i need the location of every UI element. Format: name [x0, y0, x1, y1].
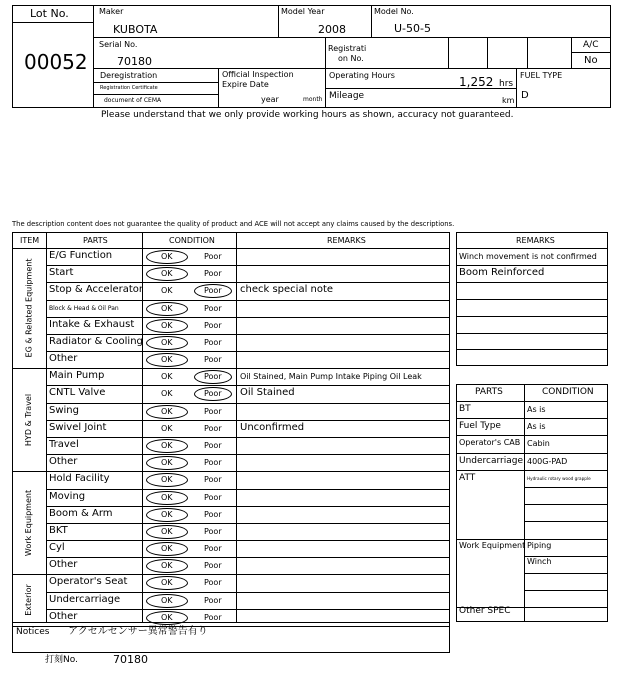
ok-option[interactable]: OK — [161, 269, 173, 279]
condition-col-header: CONDITION — [542, 387, 594, 397]
selected-condition-circle — [194, 370, 232, 384]
mileage-label: Mileage — [329, 91, 365, 101]
ok-option[interactable]: OK — [161, 406, 173, 416]
selected-condition-circle — [146, 456, 188, 470]
ok-option[interactable]: OK — [161, 561, 173, 571]
poor-option[interactable]: Poor — [204, 458, 222, 468]
ok-option[interactable]: OK — [161, 544, 173, 554]
selected-condition-circle — [194, 387, 232, 401]
ac-label: A/C — [583, 40, 599, 50]
part-name: Swing — [49, 404, 79, 416]
part-name: CNTL Valve — [49, 387, 106, 399]
ok-option[interactable]: OK — [161, 423, 173, 433]
fuel-type-value: D — [521, 90, 529, 101]
poor-option[interactable]: Poor — [204, 509, 222, 519]
table-row — [12, 437, 450, 454]
lot-label: Lot No. — [30, 7, 69, 20]
part-name: Cyl — [49, 542, 65, 554]
stamp-label: 打刻No. — [45, 655, 78, 665]
part-name: Intake & Exhaust — [49, 318, 135, 330]
ok-option[interactable]: OK — [161, 320, 173, 330]
stamp-value: 70180 — [113, 653, 148, 666]
col-condition-header: CONDITION — [169, 236, 215, 245]
ok-option[interactable]: OK — [161, 509, 173, 519]
remark-text: check special note — [240, 284, 334, 296]
poor-option[interactable]: Poor — [204, 595, 222, 605]
part-name: Other — [49, 353, 78, 365]
notices-value: アクセルセンサー異常警告有り — [68, 626, 208, 637]
table-row — [12, 385, 450, 402]
table-row — [12, 592, 450, 609]
part-name: Hold Facility — [49, 473, 110, 485]
table-row — [12, 317, 450, 334]
inspection-label-2: Expire Date — [222, 80, 269, 89]
selected-condition-circle — [146, 559, 188, 573]
part-name: Other — [49, 456, 78, 468]
poor-option[interactable]: Poor — [204, 406, 222, 416]
col-remarks-header: REMARKS — [327, 236, 366, 245]
poor-option[interactable]: Poor — [204, 561, 222, 571]
table-row — [12, 454, 450, 471]
part-name: Moving — [49, 490, 86, 502]
remarks-header: REMARKS — [516, 236, 555, 245]
panel-condition-value: Cabin — [527, 439, 550, 449]
panel-condition-value: As is — [527, 405, 546, 414]
panel-part-name: Operator's CAB — [459, 438, 521, 448]
selected-condition-circle — [146, 473, 188, 487]
selected-condition-circle — [146, 405, 188, 419]
table-row — [12, 300, 450, 317]
maker-value: KUBOTA — [113, 23, 158, 36]
table-row — [12, 471, 450, 488]
part-name: Stop & Accelerator — [49, 284, 144, 296]
selected-condition-circle — [146, 336, 188, 350]
deregistration-label: Deregistration — [100, 71, 158, 80]
hrs-unit: hrs — [499, 79, 514, 89]
serial-value: 70180 — [117, 55, 152, 68]
model-year-value: 2008 — [318, 23, 346, 36]
ok-option[interactable]: OK — [161, 286, 173, 296]
poor-option[interactable]: Poor — [204, 269, 222, 279]
poor-option[interactable]: Poor — [204, 286, 222, 296]
month-label: month — [303, 96, 323, 103]
table-row — [12, 403, 450, 420]
table-row — [12, 489, 450, 506]
remark-line: Boom Reinforced — [459, 266, 545, 278]
ok-option[interactable]: OK — [161, 389, 173, 399]
poor-option[interactable]: Poor — [204, 372, 222, 382]
ok-option[interactable]: OK — [161, 458, 173, 468]
poor-option[interactable]: Poor — [204, 440, 222, 450]
poor-option[interactable]: Poor — [204, 544, 222, 554]
ok-option[interactable]: OK — [161, 440, 173, 450]
work-equipment-label: Work Equipment — [459, 541, 526, 550]
part-name: Main Pump — [49, 370, 105, 382]
remark-text: Oil Stained, Main Pump Intake Piping Oil Leak — [240, 372, 422, 382]
remark-text: Oil Stained — [240, 387, 295, 399]
ok-option[interactable]: OK — [161, 595, 173, 605]
part-name: Start — [49, 267, 74, 279]
poor-option[interactable]: Poor — [204, 492, 222, 502]
table-row — [12, 523, 450, 540]
table-row — [12, 351, 450, 368]
parts-frame — [456, 384, 608, 622]
selected-condition-circle — [146, 594, 188, 608]
poor-option[interactable]: Poor — [204, 355, 222, 365]
km-unit: km — [502, 96, 515, 105]
cema-label: document of CEMA — [104, 97, 162, 104]
table-row — [12, 334, 450, 351]
part-name: Operator's Seat — [49, 576, 128, 588]
ok-option[interactable]: OK — [161, 372, 173, 382]
work-equipment-value-2: Winch — [527, 557, 552, 566]
panel-part-name: ATT — [459, 472, 476, 483]
ok-option[interactable]: OK — [161, 578, 173, 588]
poor-option[interactable]: Poor — [204, 612, 222, 622]
table-row — [12, 368, 450, 385]
poor-option[interactable]: Poor — [204, 475, 222, 485]
group-label: Exterior — [23, 584, 33, 616]
selected-condition-circle — [146, 302, 188, 316]
table-row — [12, 609, 450, 626]
ac-value: No — [584, 55, 598, 66]
part-name: Boom & Arm — [49, 507, 113, 519]
poor-option[interactable]: Poor — [204, 578, 222, 588]
model-no-label: Model No. — [374, 7, 414, 16]
table-row — [12, 248, 450, 265]
selected-condition-circle — [146, 267, 188, 281]
selected-condition-circle — [146, 319, 188, 333]
registration-label: Registrati — [328, 44, 367, 53]
selected-condition-circle — [194, 284, 232, 298]
col-item-header: ITEM — [20, 236, 40, 245]
poor-option[interactable]: Poor — [204, 337, 222, 347]
selected-condition-circle — [146, 439, 188, 453]
registration-label-2: on No. — [338, 54, 364, 63]
part-name: Swivel Joint — [49, 421, 107, 433]
fuel-type-label: FUEL TYPE — [520, 71, 563, 80]
remark-line: Winch movement is not confirmed — [459, 252, 597, 261]
reg-cert-label: Registration Certificate — [100, 85, 158, 91]
group-label: HYD & Travel — [24, 393, 34, 446]
poor-option[interactable]: Poor — [204, 526, 222, 536]
panel-condition-value: As is — [527, 422, 546, 432]
table-row — [12, 557, 450, 574]
model-no-value: U-50-5 — [394, 22, 431, 35]
ok-option[interactable]: OK — [161, 612, 173, 622]
table-row — [12, 282, 450, 299]
inspection-label: Official Inspection — [222, 70, 294, 79]
ok-option[interactable]: OK — [161, 303, 173, 313]
remark-text: Unconfirmed — [240, 421, 305, 433]
table-row — [12, 540, 450, 557]
part-name: BKT — [49, 524, 68, 536]
poor-option[interactable]: Poor — [204, 389, 222, 399]
serial-label: Serial No. — [99, 40, 138, 49]
selected-condition-circle — [146, 525, 188, 539]
ok-option[interactable]: OK — [161, 337, 173, 347]
table-row — [12, 506, 450, 523]
part-name: Other — [49, 559, 78, 571]
year-label: year — [261, 95, 279, 104]
part-name: Radiator & Cooling — [49, 335, 143, 347]
panel-part-name: BT — [459, 404, 471, 414]
panel-part-name: Fuel Type — [459, 421, 501, 432]
table-row — [12, 574, 450, 591]
disclaimer: The description content does not guarantee the quality of product and ACE will not accept any claims caused by the descriptions. — [12, 220, 455, 228]
notices-label: Notices — [16, 627, 50, 637]
selected-condition-circle — [146, 491, 188, 505]
poor-option[interactable]: Poor — [204, 303, 222, 313]
group-label: Work Equipment — [24, 489, 34, 556]
operating-hours-label: Operating Hours — [329, 71, 395, 80]
ok-option[interactable]: OK — [161, 252, 173, 261]
operating-hours-value: 1,252 — [459, 75, 494, 89]
poor-option[interactable]: Poor — [204, 252, 222, 261]
selected-condition-circle — [146, 508, 188, 522]
selected-condition-circle — [146, 542, 188, 556]
selected-condition-circle — [146, 250, 188, 264]
part-name: Other — [49, 610, 78, 622]
ok-option[interactable]: OK — [161, 526, 173, 536]
other-spec-label: Other SPEC — [459, 606, 511, 616]
poor-option[interactable]: Poor — [204, 423, 222, 433]
col-parts-header: PARTS — [83, 236, 108, 245]
part-name: Travel — [49, 438, 79, 450]
ok-option[interactable]: OK — [161, 355, 173, 365]
maker-label: Maker — [99, 7, 124, 16]
hours-notice: Please understand that we only provide working hours as shown, accuracy not guaranteed. — [101, 110, 514, 120]
selected-condition-circle — [146, 353, 188, 367]
parts-col-header: PARTS — [475, 387, 503, 397]
part-name: Undercarriage — [49, 593, 121, 605]
group-label: EG & Related Equipment — [23, 258, 33, 358]
model-year-label: Model Year — [281, 7, 325, 16]
table-row — [12, 265, 450, 282]
ok-option[interactable]: OK — [161, 492, 173, 502]
panel-part-name: Undercarriage — [459, 455, 524, 466]
work-equipment-value-1: Piping — [527, 541, 552, 550]
selected-condition-circle — [146, 576, 188, 590]
ok-option[interactable]: OK — [161, 475, 173, 485]
table-row — [12, 420, 450, 437]
poor-option[interactable]: Poor — [204, 320, 222, 330]
panel-condition-value: 400G-PAD — [527, 456, 568, 466]
part-name: E/G Function — [49, 250, 113, 261]
panel-condition-value: Hydraulic rotary wood grapple — [527, 475, 591, 481]
part-name: Block & Head & Oil Pan — [49, 304, 119, 312]
lot-number: 00052 — [24, 50, 88, 74]
